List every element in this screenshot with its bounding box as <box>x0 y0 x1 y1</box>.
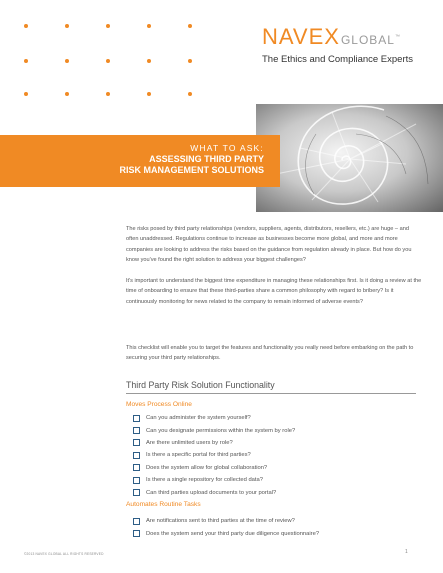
checklist-item <box>133 437 295 449</box>
intro-paragraph-1: The risks posed by third party relationships (vendors, suppliers, agents, distributors, resellers, etc.) are huge – and often unaddressed. Regulations continue to increase as businesses become more global, and more and more companies are looking to address the risks based on the guidance from regulation already in place. But how do you know you've found the right solution to address your biggest challenges? <box>126 226 412 264</box>
decorative-dot-grid <box>24 24 224 104</box>
checklist-item <box>133 527 319 539</box>
decorative-dot <box>24 24 28 28</box>
checklist-moves-process-online <box>133 412 295 499</box>
category-heading-moves-process-online: Moves Process Online <box>126 401 192 408</box>
section-title: Third Party Risk Solution Functionality <box>126 380 275 390</box>
logo-wordmark <box>262 26 432 51</box>
decorative-dot <box>106 24 110 28</box>
checkbox[interactable] <box>133 489 140 496</box>
checklist-item-label: Can third parties upload documents to your portal? <box>146 489 277 496</box>
intro-paragraph-2: It's important to understand the biggest time expenditure in managing these relationships first. Is it doing a review at the time of onboarding to ensure that these third-parties share a common philosophy with regard to bribery? Is it continuously monitoring for news related to the company to remain informed of adverse events? <box>126 278 422 305</box>
checklist-item-label: Can you administer the system yourself? <box>146 415 251 422</box>
checklist-item <box>133 486 295 498</box>
decorative-dot <box>65 59 69 63</box>
checkbox[interactable] <box>133 530 140 537</box>
intro-paragraph-3: This checklist will enable you to target the features and functionality you really need before embarking on the path to securing your third party relationships. <box>126 345 414 362</box>
section-divider <box>126 393 416 394</box>
title-banner-text <box>119 143 264 176</box>
decorative-dot <box>188 59 192 63</box>
decorative-dot <box>65 92 69 96</box>
title-eyebrow: WHAT TO ASK: <box>190 143 264 153</box>
checklist-item <box>133 424 295 436</box>
category-heading-automates-routine-tasks: Automates Routine Tasks <box>126 501 201 508</box>
checkbox[interactable] <box>133 427 140 434</box>
logo-brand-suffix: GLOBAL <box>340 33 395 47</box>
logo-tagline: The Ethics and Compliance Experts <box>262 54 414 65</box>
decorative-dot <box>147 92 151 96</box>
checkbox[interactable] <box>133 477 140 484</box>
decorative-dot <box>24 59 28 63</box>
checklist-item-label: Are notifications sent to third parties at the time of review? <box>146 518 295 525</box>
footer-copyright: ©2013 NAVEX GLOBAL ALL RIGHTS RESERVED <box>24 552 104 556</box>
logo-brand: NAVEX <box>262 24 340 49</box>
page-number: 1 <box>405 549 408 555</box>
checkbox[interactable] <box>133 415 140 422</box>
decorative-dot <box>106 92 110 96</box>
checklist-item-label: Are there unlimited users by role? <box>146 439 233 446</box>
checklist-item <box>133 449 295 461</box>
checklist-item-label: Is there a specific portal for third parties? <box>146 452 251 459</box>
decorative-dot <box>188 24 192 28</box>
title-banner <box>0 135 280 187</box>
decorative-dot <box>106 59 110 63</box>
checkbox[interactable] <box>133 518 140 525</box>
checklist-item-label: Does the system send your third party due diligence questionnaire? <box>146 530 320 537</box>
checklist-item <box>133 412 295 424</box>
checklist-item <box>133 474 295 486</box>
company-logo <box>262 26 432 65</box>
page-title-line-2: RISK MANAGEMENT SOLUTIONS <box>119 165 264 175</box>
checklist-item-label: Is there a single repository for collected data? <box>146 477 263 484</box>
checklist-item-label: Does the system allow for global collaboration? <box>146 464 268 471</box>
logo-trademark: ™ <box>394 34 401 40</box>
decorative-dot <box>24 92 28 96</box>
checklist-item-label: Can you designate permissions within the system by role? <box>146 427 296 434</box>
decorative-dot <box>188 92 192 96</box>
checklist-automates-routine-tasks <box>133 515 319 540</box>
checklist-item <box>133 515 319 527</box>
checklist-item <box>133 462 295 474</box>
decorative-dot <box>147 59 151 63</box>
decorative-dot <box>65 24 69 28</box>
checkbox[interactable] <box>133 439 140 446</box>
nautilus-shell-graphic <box>256 104 443 212</box>
checkbox[interactable] <box>133 452 140 459</box>
nautilus-shell-image <box>256 104 443 212</box>
page-title-line-1: ASSESSING THIRD PARTY <box>149 154 264 164</box>
checkbox[interactable] <box>133 464 140 471</box>
decorative-dot <box>147 24 151 28</box>
